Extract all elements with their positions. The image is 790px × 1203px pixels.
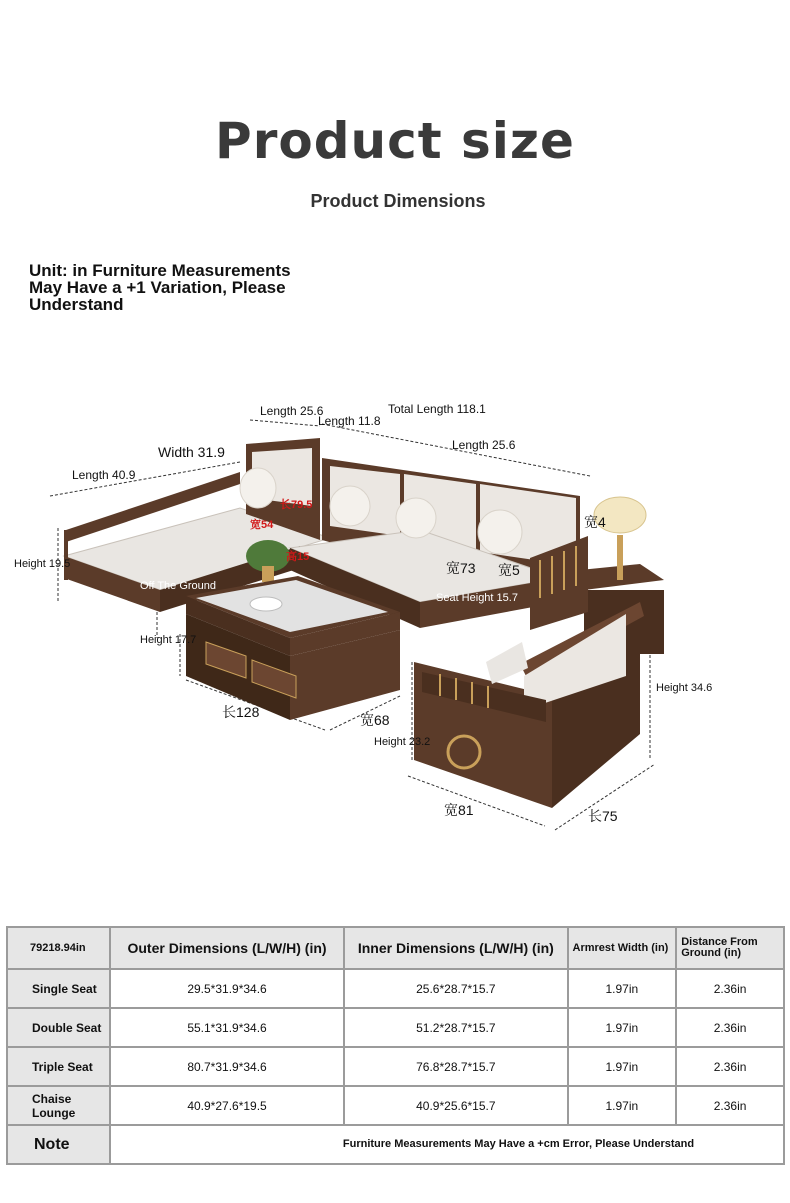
table-header-row [7,927,784,969]
label-height-34-6: Height 34.6 [656,682,713,694]
cell-inner: 51.2*28.7*15.7 [344,1008,567,1047]
header-armrest-width: Armrest Width (in) [568,927,677,969]
label-chang-79-5: 长79.5 [280,499,313,511]
label-kuan-81: 宽81 [444,802,474,818]
cell-ground: 2.36in [676,1047,784,1086]
table-row [7,1047,784,1086]
cell-armrest: 1.97in [568,969,677,1008]
table-row [7,1086,784,1125]
label-height-23-2: Height 23.2 [374,736,431,748]
size-table [6,926,785,1165]
table-note-row [7,1125,784,1164]
cell-outer: 80.7*31.9*34.6 [110,1047,344,1086]
cell-outer: 29.5*31.9*34.6 [110,969,344,1008]
cell-inner: 25.6*28.7*15.7 [344,969,567,1008]
label-length-25-6-a: Length 25.6 [260,404,324,418]
row-name: Chaise Lounge [7,1086,110,1125]
cell-outer: 55.1*31.9*34.6 [110,1008,344,1047]
cell-armrest: 1.97in [568,1047,677,1086]
page-subtitle: Product Dimensions [310,191,486,211]
label-kuan-4: 宽4 [584,514,606,530]
label-chang-128: 长128 [222,704,260,720]
unit-note: Unit: in Furniture Measurements May Have a +1 Variation, Please Understand [29,261,291,314]
cell-inner: 76.8*28.7*15.7 [344,1047,567,1086]
label-kuan-5: 宽5 [498,562,520,578]
cell-ground: 2.36in [676,1008,784,1047]
label-total-length: Total Length 118.1 [388,402,486,416]
header-ground-distance: Distance From Ground (in) [676,927,784,969]
row-name: Single Seat [7,969,110,1008]
note-text: Furniture Measurements May Have a +cm Error, Please Understand [110,1125,784,1164]
label-height-19-5: Height 19.5 [14,558,71,570]
label-chang-75: 长75 [588,808,618,824]
cell-ground: 2.36in [676,969,784,1008]
note-label: Note [7,1125,110,1164]
label-kuan-73: 宽73 [446,560,476,576]
page-title: Product size [215,112,575,170]
sofa-illustration [0,380,790,860]
label-kuan-red: 宽54 [250,519,274,531]
row-name: Double Seat [7,1008,110,1047]
sofa-dimension-diagram [0,380,790,860]
label-kuan-68: 宽68 [360,712,390,728]
label-height-17-7: Height 17.7 [140,634,197,646]
table-row [7,969,784,1008]
row-name: Triple Seat [7,1047,110,1086]
label-width-31-9: Width 31.9 [158,444,225,460]
label-length-11-8: Length 11.8 [318,414,381,428]
cell-armrest: 1.97in [568,1086,677,1125]
cell-ground: 2.36in [676,1086,784,1125]
table-row [7,1008,784,1047]
label-length-40-9: Length 40.9 [72,468,136,482]
label-off-the-ground: Off The Ground [140,580,217,592]
header-outer-dimensions: Outer Dimensions (L/W/H) (in) [110,927,344,969]
label-gao-red: 高15 [286,551,310,563]
header-inner-dimensions: Inner Dimensions (L/W/H) (in) [344,927,567,969]
table-corner-cell: 79218.94in [7,927,110,969]
label-length-25-6-b: Length 25.6 [452,438,516,452]
cell-inner: 40.9*25.6*15.7 [344,1086,567,1125]
label-seat-height: Seat Height 15.7 [436,592,518,604]
cell-outer: 40.9*27.6*19.5 [110,1086,344,1125]
cell-armrest: 1.97in [568,1008,677,1047]
